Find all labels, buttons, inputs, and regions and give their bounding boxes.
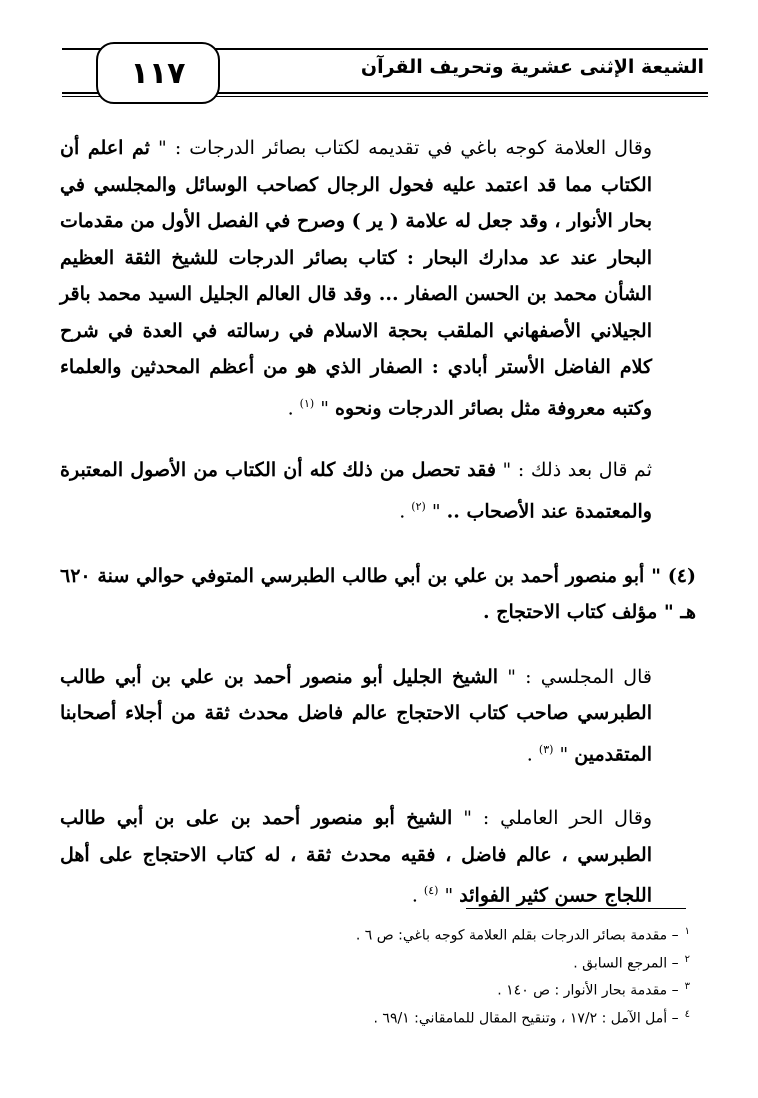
paragraph-2-quote: فقد تحصل من ذلك كله أن الكتاب من الأصول المعتبرة والمعتمدة عند الأصحاب .. [60,459,652,523]
footnote [240,1003,690,1031]
footnote [240,975,690,1003]
paragraph-4-quote: الشيخ الجليل أبو منصور أحمد بن علي بن أبي طالب الطبرسي صاحب كتاب الاحتجاج عالم فاضل محدث ثقة من أجلاء أصحابنا المتقدمين [60,665,652,765]
footnote-ref-2: (٢) [411,499,426,513]
footnote-number: ٢ [684,953,690,965]
paragraph-5-end: . [411,884,418,907]
footnotes [240,920,690,1031]
footnote-number: ١ [684,926,690,937]
paragraph-2 [60,452,696,529]
paragraph-5-quote: الشيخ أبو منصور أحمد بن على بن أبي طالب الطبرسي ، عالم فاضل ، فقيه محدث ثقة ، له كتاب الاحتجاج على أهل اللجاج حسن كثير الفوائد [60,807,652,907]
paragraph-2-lead: ثم قال بعد ذلك : " [502,459,652,482]
paragraph-5-close: " [444,884,454,907]
paragraph-3: (٤) " أبو منصور أحمد بن علي بن أبي طالب الطبرسي المتوفي حوالي سنة ٦٢٠ هـ " مؤلف كتاب الاحتجاج . [60,564,696,624]
footnote-text: – مقدمة بصائر الدرجات بقلم العلامة كوجه باغي: ص ٦ . [355,927,679,944]
paragraph-1-close: " [320,396,329,419]
paragraph-1-quote: ثم اعلم أن الكتاب مما قد اعتمد عليه فحول الرجال كصاحب الوسائل والمجلسي في بحار الأنوار ، وقد جعل له علامة ( ير ) وصرح في الفصل الأول من مقدمات البحار عند عد مدارك البحار : كتاب بصائر الدرجات للشيخ الثقة العظيم الشأن محمد بن الحسن الصفار ... وقد قال العالم الجليل السيد محمد باقر الجيلاني الأصفهاني الملقب بحجة الاسلام في رسالته في العدة في شرح كلام الفاضل الأستر أبادي : الصفار الذي هو من أعظم المحدثين والعلماء وكتبه معروفة مثل بصائر الدرجات ونحوه [60,137,652,419]
footnote-ref-1: (١) [299,396,315,410]
footnote-ref-3: (٣) [538,742,554,756]
footnote-text: – مقدمة بحار الأنوار : ص ١٤٠ . [497,982,679,999]
paragraph-2-close: " [431,500,441,523]
paragraph-4-end: . [526,742,533,765]
paragraph-5 [60,800,696,914]
footnote [240,948,690,976]
page-number: ١١٧ [96,42,220,104]
paragraph-4-close: " [559,742,569,765]
paragraph-2-end: . [399,500,406,523]
footnote-text: – أمل الآمل : ١٧/٢ ، وتنقيح المقال للمامقاني: ٦٩/١ . [373,1010,679,1027]
paragraph-1-end: . [287,396,294,419]
main-text [60,130,696,942]
paragraph-5-lead: وقال الحر العاملي : " [463,807,652,830]
footnote-separator [466,908,686,909]
footnote-number: ٣ [684,981,690,993]
paragraph-4 [60,659,696,773]
paragraph-1 [60,130,696,426]
page-header [62,42,708,100]
footnote-text: – المرجع السابق . [573,955,679,972]
footnote [240,920,690,948]
running-title: الشيعة الإثنى عشرية وتحريف القرآن [360,56,704,78]
footnote-ref-4: (٤) [423,884,439,898]
paragraph-4-lead: قال المجلسي : " [507,665,652,688]
footnote-number: ٤ [684,1008,690,1020]
paragraph-1-lead: وقال العلامة كوجه باغي في تقديمه لكتاب بصائر الدرجات : " [158,137,652,159]
